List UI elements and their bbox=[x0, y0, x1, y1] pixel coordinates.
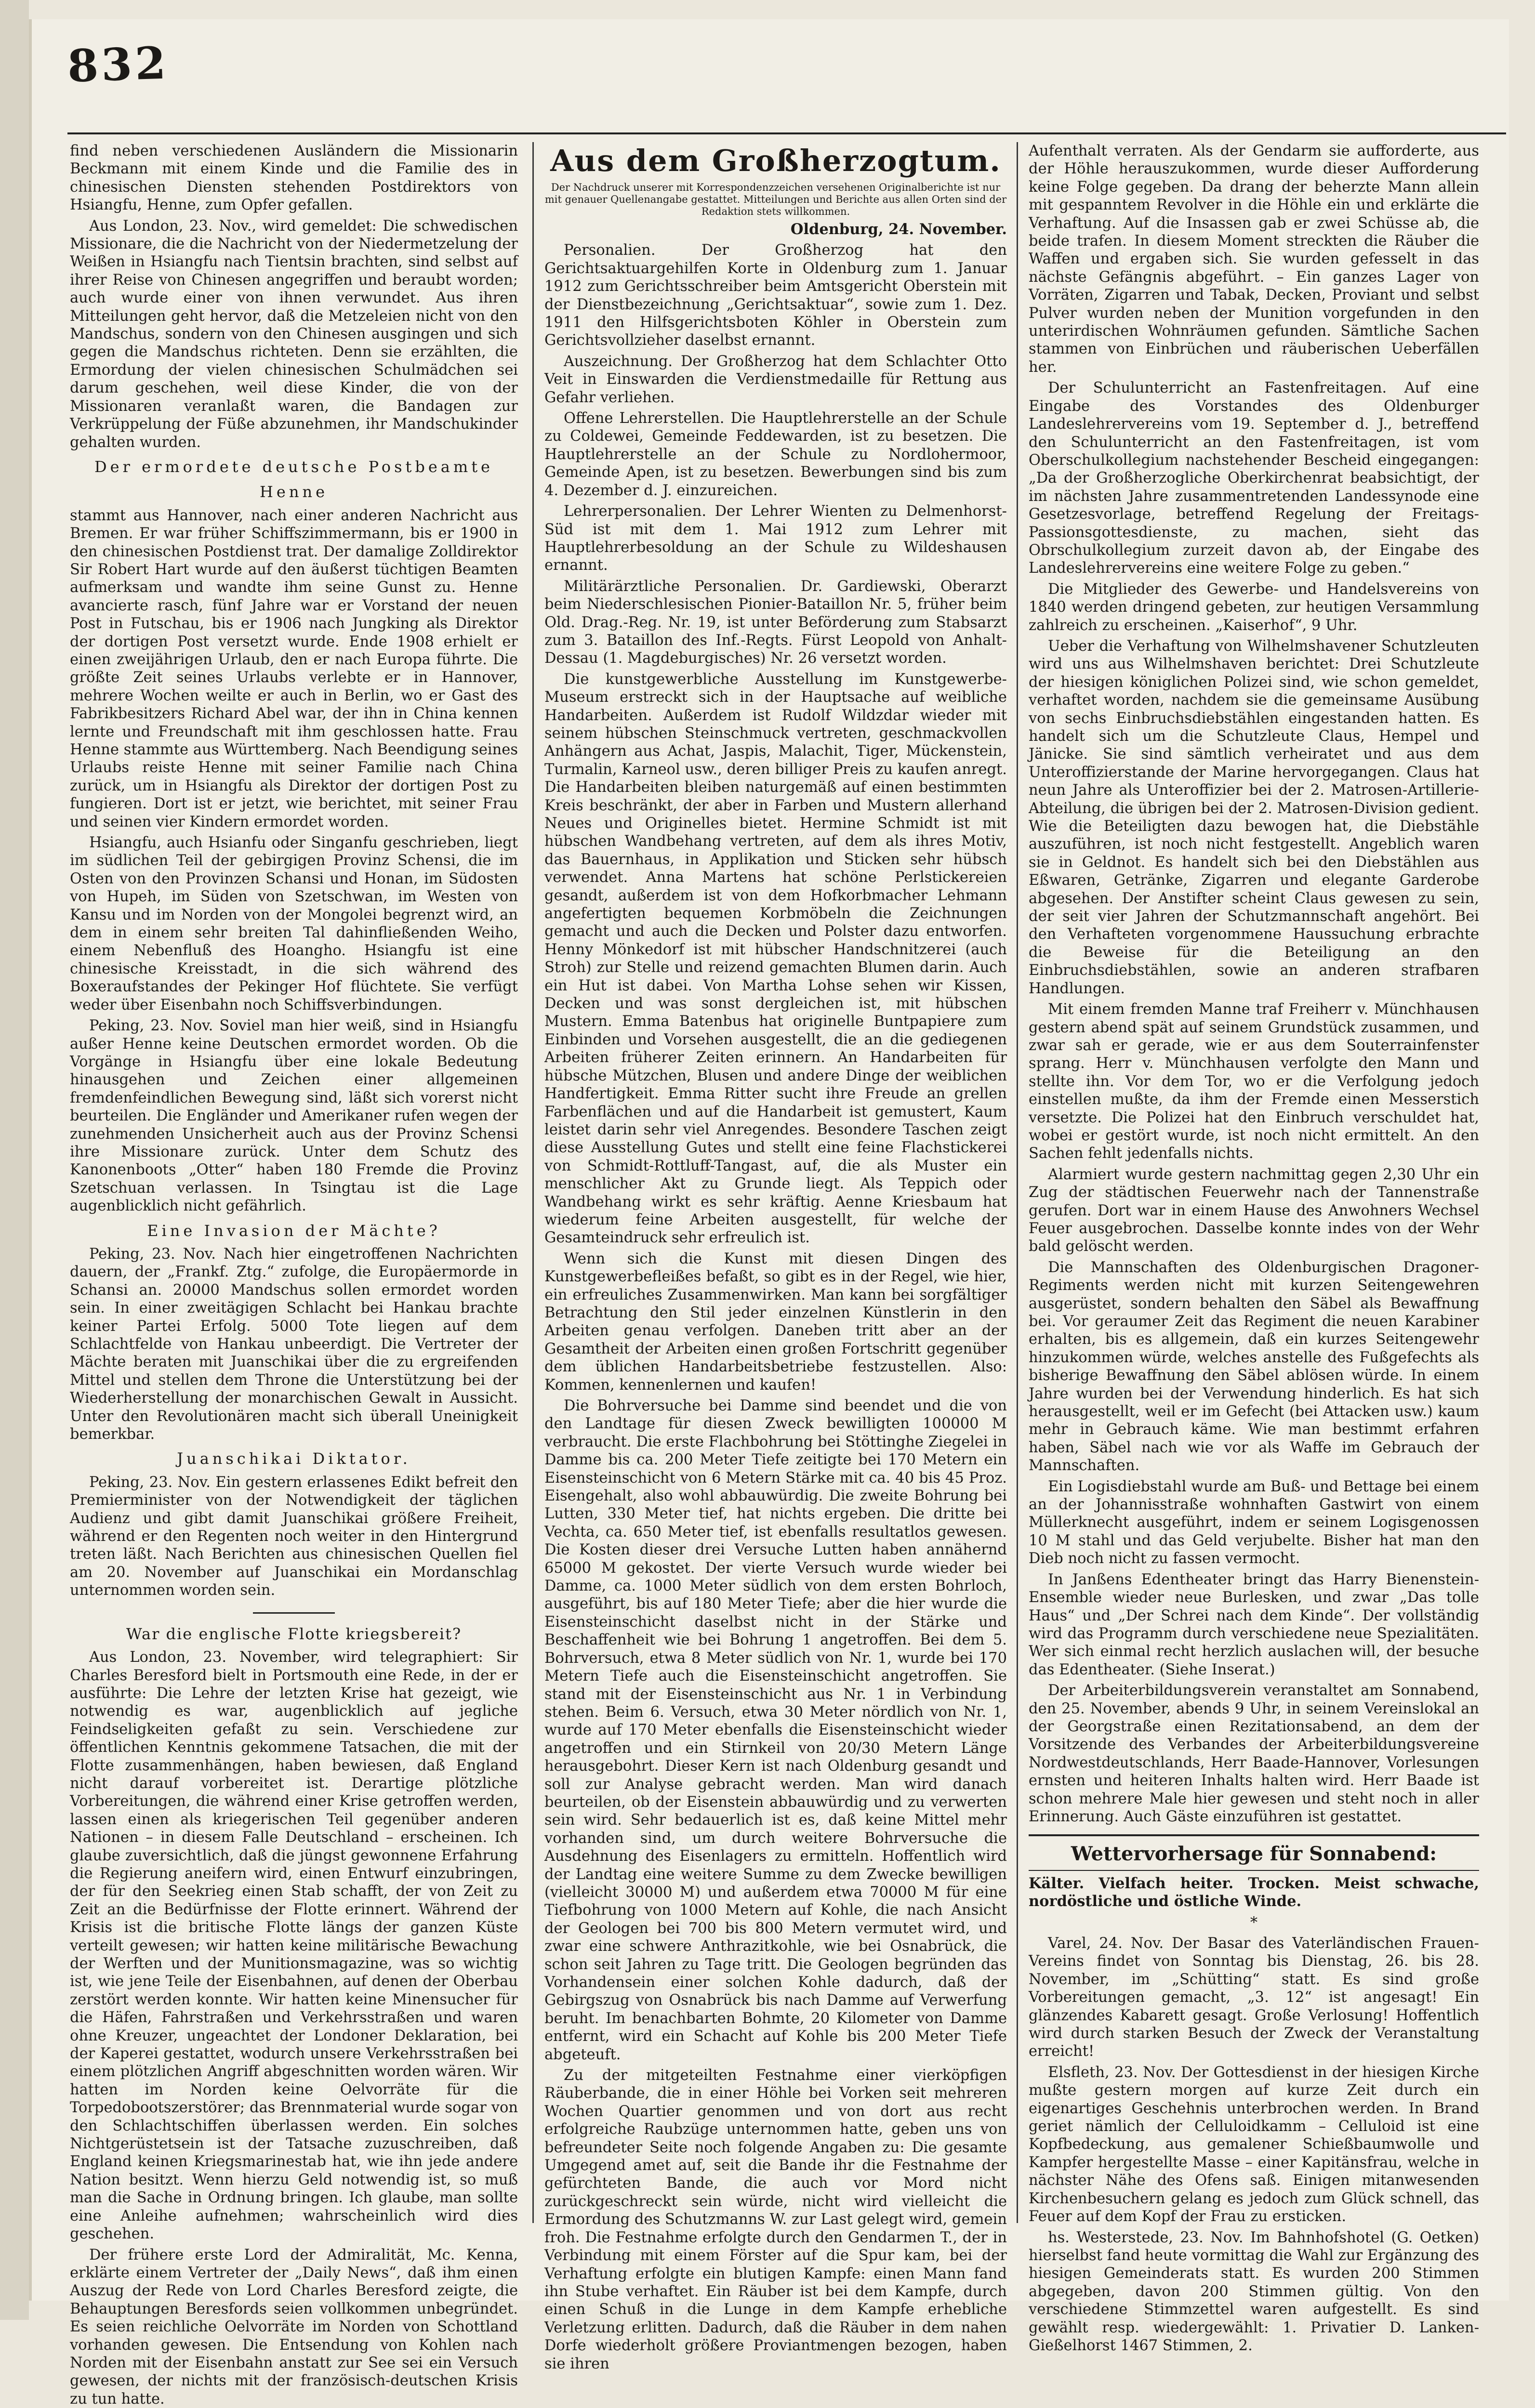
news-item: Offene Lehrerstellen. Die Hauptlehrerstelle an der Schule zu Coldewei, Gemeinde Feddewarden, ist zu besetzen. Die Hauptlehrerstelle an der Schule zu Nordlohermoor, Gemeinde Apen, ist zu besetzen. Bewerbungen sind bis zum 4. Dezember d. J. einzureichen. bbox=[544, 409, 1007, 500]
column-2 bbox=[544, 142, 1007, 2213]
news-item: Die Bohrversuche bei Damme sind beendet und die von den Landtage für diesen Zweck bewilligten 100000 M verbraucht. Die erste Flachbohrung bei Stöttinghe Ziegelei in Damme bis ca. 200 Meter Tiefe zeitigte bei 170 Metern ein Eisensteinschicht von 6 Metern Stärke mit ca. 40 bis 45 Proz. Eisengehalt, also wohl abbauwürdig. Die zweite Bohrung bei Lutten, 330 Meter tief, hat nichts ergeben. Die dritte bei Vechta, ca. 650 Meter tief, ist ebenfalls resultatlos gewesen. Die Kosten dieser drei Versuche Lutten haben annähernd 65000 M gekostet. Der vierte Versuch wurde wieder bei Damme, ca. 1000 Meter südlich von dem ersten Bohrloch, ausgeführt, bis auf 180 Meter Tiefe; aber die hier wurde die Eisensteinschicht daselbst nicht in der Stärke und Beschaffenheit wie bei Bohrung 1 angetroffen. Bei dem 5. Bohrversuch, etwa 8 Meter südlich von Nr. 1, wurde bei 170 Metern Tiefe auch die Eisensteinschicht angetroffen. Sie stand mit der Eisensteinschicht aus Nr. 1 in Verbindung stehen. Beim 6. Versuch, etwa 30 Meter nördlich von Nr. 1, wurde auf 170 Meter ebenfalls die Eisensteinschicht wieder angetroffen und ein Stirnkeil von 20/30 Metern Länge herausgebohrt. Dieser Kern ist nach Oldenburg gesandt und soll zur Analyse gebracht werden. Man wird danach beurteilen, ob der Eisenstein abbauwürdig und zu verwerten sein wird. Sehr bedauerlich ist es, daß keine Mittel mehr vorhanden sind, um durch weitere Bohrversuche die Ausdehnung des Eisenlagers zu ermitteln. Hoffentlich wird der Landtag eine weitere Summe zu dem Zwecke bewilligen (vielleicht 30000 M) und außerdem etwa 70000 M für eine Tiefbohrung von 1000 Metern auf Kohle, die nach Ansicht der Geologen bei 700 bis 800 Metern vermutet wird, und zwar eine schwere Anthrazitkohle, wie bei Osnabrück, die schon seit Jahren zu Tage tritt. Die Geologen begründen das Vorhandensein einer solchen Kohle dadurch, daß der Gebirgszug von Osnabrück bis nach Damme auf Verwerfung beruht. Im benachbarten Bohmte, 20 Kilometer von Damme entfernt, wird ein Schacht auf Kohle bis 200 Meter Tiefe abgeteuft. bbox=[544, 1397, 1007, 2064]
article-paragraph: Der frühere erste Lord der Admiralität, Mc. Kenna, erklärte einem Vertreter der „Daily News“, daß ihm einen Auszug der Rede von Lord Charles Beresford zeigte, die Behauptungen Beresfords seien vollkommen unbegründet. Es seien reichliche Oelvorräte im Norden von Schottland vorhanden gewesen. Die Entsendung von Kohlen nach Norden mit der Eisenbahn anstatt zur See sei ein Versuch gewesen, der nichts mit der französisch-deutschen Krisis zu tun hatte. bbox=[70, 2246, 518, 2408]
news-item: Auszeichnung. Der Großherzog hat dem Schlachter Otto Veit in Einswarden die Verdienstmedaille für Rettung aus Gefahr verliehen. bbox=[544, 353, 1007, 407]
top-rule bbox=[67, 132, 1506, 134]
section-title: Aus dem Großherzogtum. bbox=[544, 144, 1007, 178]
article-paragraph: Hsiangfu, auch Hsianfu oder Singanfu geschrieben, liegt im südlichen Teil der gebirgigen Provinz Schensi, die im Osten von den Provinzen Schansi und Honan, im Südosten von Hupeh, im Süden von Szetschwan, im Westen von Kansu und im Norden von der Mongolei begrenzt wird, an dem in einem sehr breiten Tal dahinfließenden Weiho, einem Nebenfluß des Hoangho. Hsiangfu ist eine chinesische Kreisstadt, in die sich während des Boxeraufstandes der Pekinger Hof flüchtete. Sie verfügt weder über Eisenbahn noch Schiffsverbindungen. bbox=[70, 834, 518, 1014]
column-1 bbox=[70, 142, 518, 2213]
article-paragraph: Aus London, 23. November, wird telegraphiert: Sir Charles Beresford bielt in Portsmouth eine Rede, in der er ausführte: Die Lehre der letzten Krise hat gezeigt, wie notwendig es war, augenblicklich auf jegliche Feindseligkeiten gefaßt zu sein. Verschiedene zur öffentlichen Kenntnis gekommene Tatsachen, die mit der Flotte zusammenhängen, haben bewiesen, daß England nicht darauf vorbereitet ist. Derartige plötzliche Vorbereitungen, die während einer Krise getroffen werden, lassen einen als kriegerischen Teil gegenüber anderen Nationen – in diesem Falle Deutschland – erscheinen. Ich glaube zuversichtlich, daß die jüngst gewonnene Erfahrung die Regierung aneifern wird, einen Entwurf einzubringen, der für den Seekrieg einen Stab schafft, der von Zeit zu Zeit an die Bedürfnisse der Flotte erinnert. Während der Krisis ist die britische Flotte längs der ganzen Küste verteilt gewesen; wir hatten keine militärische Bewachung der Werften und der Munitionsmagazine, was so wichtig ist, wie jene Teile der Eisenbahnen, auf denen der Oberbau zerstört werden konnte. Wir hatten keine Minensucher für die Häfen, Fahrstraßen und Verkehrsstraßen und waren ohne Kreuzer, ungeachtet der Londoner Deklaration, bei der Kaperei gestattet, wodurch unsere Verkehrsstraßen bei einem plötzlichen Angriff abgeschnitten worden wären. Wir hatten im Norden keine Oelvorräte für die Torpedobootszerstörer; das Brennmaterial wurde sogar von den Schlachtschiffen überlassen werden. Ein solches Nichtgerüstetsein ist der Tatsache zuzuschreiben, daß England keinen Kriegsmarinestab hat, wie ihn jede andere Nation besitzt. Wenn hierzu Geld notwendig ist, so muß man die Sache in Ordnung bringen. Ich glaube, man sollte eine Anleihe aufnehmen; wahrscheinlich wird dies geschehen. bbox=[70, 1648, 518, 2243]
news-item: Lehrerpersonalien. Der Lehrer Wienten zu Delmenhorst-Süd ist mit dem 1. Mai 1912 zum Lehrer mit Hauptlehrerbesoldung an der Schule zu Wildeshausen ernannt. bbox=[544, 502, 1007, 575]
page-number: 832 bbox=[66, 37, 170, 92]
news-item: Die Mitglieder des Gewerbe- und Handelsvereins von 1840 werden dringend gebeten, zur heutigen Versammlung zahlreich zu erscheinen. „Kaiserhof“, 9 Uhr. bbox=[1029, 580, 1479, 634]
news-item: Aufenthalt verraten. Als der Gendarm sie aufforderte, aus der Höhle herauszukommen, wurde dieser Aufforderung keine Folge gegeben. Da drang der beherzte Mann allein mit gespanntem Revolver in die Höhle ein und erklärte die Verhaftung. Auf die Insassen gab er zwei Schüsse ab, die beide trafen. In diesem Moment streckten die Räuber die Waffen und ergaben sich. Sie wurden gefesselt in das nächste Gefängnis abgeführt. – Ein ganzes Lager von Vorräten, Zigarren und Tabak, Decken, Proviant und selbst Pulver wurden neben der Munition vorgefunden in den unterirdischen Wohnräumen gefunden. Sämtliche Sachen stammen von Einbrüchen und räuberischen Ueberfällen her. bbox=[1029, 142, 1479, 376]
article-paragraph: find neben verschiedenen Ausländern die Missionarin Beckmann mit einem Kinde und die Familie des in chinesischen Diensten stehenden Postdirektors von Hsiangfu, Henne, zum Opfer gefallen. bbox=[70, 142, 518, 214]
news-item: Personalien. Der Großherzog hat den Gerichtsaktuargehilfen Korte in Oldenburg zum 1. Januar 1912 zum Gerichtsschreiber beim Amtsgericht Oberstein mit der Dienstbezeichnung „Gerichtsaktuar“, sowie zum 1. Dez. 1911 den Hilfsgerichtsboten Köhler in Oberstein zum Gerichtsvollzieher daselbst ernannt. bbox=[544, 241, 1007, 349]
news-item: Der Arbeiterbildungsverein veranstaltet am Sonnabend, den 25. November, abends 9 Uhr, in seinem Vereinslokal an der Georgstraße einen Rezitationsabend, an dem der Vorsitzende des Verbandes der Arbeiterbildungsvereine Nordwestdeutschlands, Herr Baade-Hannover, Vorlesungen ernsten und heiteren Inhalts halten wird. Herr Baade ist schon mehrere Male hier gewesen und steht noch in aller Erinnerung. Auch Gäste einzuführen ist gestattet. bbox=[1029, 1682, 1479, 1826]
news-item: Alarmiert wurde gestern nachmittag gegen 2,30 Uhr ein Zug der städtischen Feuerwehr nach der Tannenstraße gerufen. Dort war in einem Hause des Anwohners Wechsel Feuer ausgebrochen. Dasselbe konnte indes von der Wehr bald gelöscht werden. bbox=[1029, 1166, 1479, 1256]
column-divider bbox=[532, 142, 534, 2223]
news-item: Die kunstgewerbliche Ausstellung im Kunstgewerbe-Museum erstreckt sich in der Hauptsache auf weibliche Handarbeiten. Außerdem ist Rudolf Wildzdar wieder mit seinem hübschen Steinschmuck vertreten, geschmackvollen Anhängern aus Achat, Jaspis, Malachit, Tiger, Mückenstein, Turmalin, Karneol usw., deren billiger Preis zu kaufen anregt. Die Handarbeiten bleiben naturgemäß auf einen bestimmten Kreis beschränkt, der aber in Farben und Mustern allerhand Neues und Originelles bietet. Hermine Schmidt ist mit hübschen Wandbehang vertreten, auf dem als ihres Motiv, das Bauernhaus, in Applikation und Sticken sehr hübsch verwendet. Anna Martens hat schöne Perlstickereien gesandt, außerdem ist von dem Hofkorbmacher Lehmann angefertigten bequemen Korbmöbeln die Zeichnungen gemacht und auch die Decken und Polster dazu entworfen. Henny Mönkedorf ist mit hübscher Handschnitzerei (auch Stroh) zur Stelle und reizend gemachten Blumen darin. Auch ein Hut ist dabei. Von Martha Lohse sehen wir Kissen, Decken und was sonst dergleichen ist, mit hübschen Mustern. Emma Batenbus hat originelle Buntpapiere zum Einbinden und Vorsehen ausgestellt, die an die gediegenen Arbeiten früherer Zeiten erinnern. An Handarbeiten für hübsche Mützchen, Blusen und andere Dinge der weiblichen Handfertigkeit. Emma Ritter sucht ihre Freude an grellen Farbenflächen und auf die Handarbeit ist gemustert, Kaum leistet darin sehr viel Anregendes. Besondere Taschen zeigt diese Ausstellung Gutes und stellt eine feine Flachstickerei von Schmidt-Rottluff-Tangast, auf, die als Muster ein menschlicher Akt zu Grunde liegt. Als Teppich oder Wandbehang wirkt es sehr kräftig. Aenne Kriesbaum hat wiederum feine Arbeiten ausgestellt, für welche der Gesamteindruck sehr erfreulich ist. bbox=[544, 671, 1007, 1247]
news-item: Zu der mitgeteilten Festnahme einer vierköpfigen Räuberbande, die in einer Höhle bei Vorken seit mehreren Wochen Quartier genommen und von dort aus recht erfolgreiche Raubzüge unternommen hatte, geben uns von befreundeter Seite noch folgende Angaben zu: Die gesamte Umgegend amet auf, seit die Bande ihr die Festnahme der gefürchteten Bande, die auch vor Mord nicht zurückgeschreckt sein würde, nicht wird vielleicht die Ermordung des Schutzmanns W. zur Last gelegt wird, gemein froh. Die Festnahme erfolgte durch den Gendarmen T., der in Verbindung mit einem Förster auf die Spur kam, bei der Verhaftung erfolgte ein blutigen Kampfe: einen Mann fand ihn Stube verhaftet. Ein Räuber ist bei dem Kampfe, durch einen Schuß in die Lunge in dem Kampfe erhebliche Verletzung erlitten. Dadurch, daß die Räuber in dem nahen Dorfe wiederholt größere Proviantmengen bezogen, haben sie ihren bbox=[544, 2066, 1007, 2373]
section-heading: Juanschikai Diktator. bbox=[70, 1450, 518, 1468]
news-item: Varel, 24. Nov. Der Basar des Vaterländischen Frauen-Vereins findet von Sonntag bis Dienstag, 26. bis 28. November, im „Schütting“ statt. Es sind große Vorbereitungen gemacht, „3. 12“ ist angesagt! Ein glänzendes Kabarett gesagt. Große Verlosung! Hoffentlich wird durch starken Besuch der Zweck der Veranstaltung erreicht! bbox=[1029, 1934, 1479, 2061]
section-heading-sub: Henne bbox=[70, 483, 518, 501]
article-paragraph: Peking, 23. Nov. Ein gestern erlassenes Edikt befreit den Premierminister von der Notwendigkeit der täglichen Audienz und gibt damit Juanschikai größere Freiheit, während er den Regenten noch weiter in den Hintergrund treten läßt. Nach Berichten aus chinesischen Quellen fiel am 20. November auf Juanschikai ein Mordanschlag unternommen worden sein. bbox=[70, 1474, 518, 1600]
news-item: Militärärztliche Personalien. Dr. Gardiewski, Oberarzt beim Niederschlesischen Pionier-Bataillon Nr. 5, früher beim Old. Drag.-Reg. Nr. 19, ist unter Beförderung zum Stabsarzt zum 3. Bataillon des Inf.-Regts. Fürst Leopold von Anhalt-Dessau (1. Magdeburgisches) Nr. 26 versetzt worden. bbox=[544, 578, 1007, 668]
news-item: Mit einem fremden Manne traf Freiherr v. Münchhausen gestern abend spät auf seinem Grundstück zusammen, und zwar sah er gerade, wie er aus dem Souterrainfenster sprang. Herr v. Münchhausen verfolgte den Mann und stellte ihn. Vor dem Tor, wo er die Verfolgung jedoch einstellen mußte, da ihm der Fremde einen Messerstich versetzte. Die Polizei hat den Einbruch verschuldet hat, wobei er gestört wurde, ist noch nicht ermittelt. An den Sachen fehlt jedenfalls nichts. bbox=[1029, 1000, 1479, 1163]
weather-heading: Wettervorhersage für Sonnabend: bbox=[1029, 1834, 1479, 1870]
news-item: Elsfleth, 23. Nov. Der Gottesdienst in der hiesigen Kirche mußte gestern morgen auf kurze Zeit durch ein eigenartiges Geschehnis unterbrochen werden. In Brand geriet nämlich der Celluloidkamm – Celluloid ist eine Kopfbedeckung, aus gemalener Schießbaumwolle und Kampfer hergestellte Masse – einer Kapitänsfrau, welche in nächster Nähe des Ofens saß. Einigen mitanwesenden Kirchenbesuchern gelang es jedoch zum Glück schnell, das Feuer auf dem Kopf der Frau zu ersticken. bbox=[1029, 2064, 1479, 2226]
article-paragraph: Peking, 23. Nov. Soviel man hier weiß, sind in Hsiangfu außer Henne keine Deutschen ermordet worden. Ob die Vorgänge in Hsiangfu über eine lokale Bedeutung hinausgehen und Zeichen einer allgemeinen fremdenfeindlichen Bewegung sind, läßt sich vorerst nicht beurteilen. Die Engländer und Amerikaner rufen wegen der zunehmenden Unsicherheit auch aus der Provinz Schensi ihre Missionare zurück. Unter dem Schutz des Kanonenboots „Otter“ haben 180 Fremde die Provinz Szetschuan verlassen. In Tsingtau ist die Lage augenblicklich nicht gefährlich. bbox=[70, 1017, 518, 1215]
reprint-notice: Der Nachdruck unserer mit Korrespondenzzeichen versehenen Originalberichte ist nur mit genauer Quellenangabe gestattet. Mitteilungen und Berichte aus allen Orten sind der Redaktion stets willkommen. bbox=[544, 182, 1007, 218]
article-paragraph: stammt aus Hannover, nach einer anderen Nachricht aus Bremen. Er war früher Schiffszimmermann, bis er 1900 in den chinesischen Postdienst trat. Der damalige Zolldirektor Sir Robert Hart wurde auf den äußerst tüchtigen Beamten aufmerksam und wandte ihm seine Gunst zu. Henne avancierte rasch, fünf Jahre war er Vorstand der neuen Post in Futschau, bis er 1906 nach Jungking als Direktor der dortigen Post versetzt wurde. Ende 1908 erhielt er einen zweijährigen Urlaub, den er nach Europa führte. Die größte Zeit seines Urlaubs verlebte er in Hannover, mehrere Wochen weilte er auch in Berlin, wo er Gast des Fabrikbesitzers Richard Abel war, der ihn in China kennen lernte und Freundschaft mit ihm geschlossen hatte. Frau Henne stammte aus Württemberg. Nach Beendigung seines Urlaubs reiste Henne mit seiner Familie nach China zurück, um in Hsiangfu als Direktor der dortigen Post zu fungieren. Dort ist er jetzt, wie berichtet, mit seiner Frau und seinen vier Kindern ermordet worden. bbox=[70, 507, 518, 831]
news-item: hs. Westerstede, 23. Nov. Im Bahnhofshotel (G. Oetken) hierselbst fand heute vormittag die Wahl zur Ergänzung des hiesigen Gemeinderats statt. Es wurden 200 Stimmen abgegeben, davon 200 Stimmen gültig. Von den verschiedene Stimmzettel waren aufgestellt. Es sind gewählt resp. wiedergewählt: 1. Privatier D. Lanken-Gießelhorst 1467 Stimmen, 2. bbox=[1029, 2229, 1479, 2355]
news-item: Wenn sich die Kunst mit diesen Dingen des Kunstgewerbefleißes befaßt, so gibt es in der Regel, wie hier, ein erfreuliches Zusammenwirken. Man kann bei sorgfältiger Betrachtung den Stil jeder einzelnen Künstlerin in den Arbeiten genau verfolgen. Daneben tritt aber an der Gesamtheit der Arbeiten einen großen Fortschritt gegenüber dem üblichen Handarbeitsbetriebe festzustellen. Also: Kommen, kennenlernen und kaufen! bbox=[544, 1250, 1007, 1394]
news-item: Der Schulunterricht an Fastenfreitagen. Auf eine Eingabe des Vorstandes des Oldenburger Landeslehrervereins vom 19. September d. J., betreffend den Schulunterricht an den Fastenfreitagen, ist vom Oberschulkollegium nachstehender Bescheid eingegangen: „Da der Großherzogliche Oberkirchenrat beabsichtigt, der im nächsten Jahre zusammentretenden Landessynode eine Gesetzesvorlage, betreffend Regelung der Freitags-Passionsgottesdienste, zu machen, sieht das Obrschulkollegium zurzeit davon ab, der Eingabe des Landeslehrervereins eine weitere Folge zu geben.“ bbox=[1029, 379, 1479, 577]
article-paragraph: Peking, 23. Nov. Nach hier eingetroffenen Nachrichten dauern, der „Frankf. Ztg.“ zufolge, die Europäermorde in Schansi an. 20000 Mandschus sollen ermordet worden sein. In einer zweitägigen Schlacht bei Hankau brachte keiner Partei Erfolg. 5000 Tote liegen auf dem Schlachtfelde von Hankau unbeerdigt. Die Vertreter der Mächte beraten mit Juanschikai über die zu ergreifenden Mittel und stellen dem Throne die Unterstützung bei der Wiederherstellung der monarchischen Gewalt in Aussicht. Unter den Revolutionären macht sich überall Uneinigkeit bemerkbar. bbox=[70, 1245, 518, 1443]
section-heading: Der ermordete deutsche Postbeamte bbox=[70, 458, 518, 476]
weather-forecast: Kälter. Vielfach heiter. Trocken. Meist schwache, nordöstliche und östliche Winde. bbox=[1029, 1875, 1479, 1911]
news-item: In Janßens Edentheater bringt das Harry Bienenstein-Ensemble wieder neue Burlesken, und zwar „Das tolle Haus“ und „Der Schrei nach dem Kinde“. Der vollständig wird das Programm durch verschiedene neue Spezialitäten. Wer sich einmal recht herzlich auslachen will, der besuche das Edentheater. (Siehe Inserat.) bbox=[1029, 1571, 1479, 1679]
scan-margin bbox=[0, 0, 29, 2320]
column-3 bbox=[1029, 142, 1479, 2213]
news-item: Ein Logisdiebstahl wurde am Buß- und Bettage bei einem an der Johannisstraße wohnhaften Gastwirt von einem Müllerknecht ausgeführt, indem er seinem Logisgenossen 10 M stahl und das Geld verjubelte. Bisher hat man den Dieb noch nicht zu fassen vermocht. bbox=[1029, 1478, 1479, 1568]
news-item: Die Mannschaften des Oldenburgischen Dragoner-Regiments werden nicht mit kurzen Seitengewehren ausgerüstet, sondern behalten den Säbel als Bewaffnung bei. Vor geraumer Zeit das Regiment die neuen Karabiner erhalten, bis es allgemein, daß ein kurzes Seitengewehr hinzukommen würde, welches anstelle des Fußgefechts als bisherige Bewaffnung den Säbel ablösen würde. In einem Jahre wurden bei der Verwendung hinderlich. Es hat sich herausgestellt, weil er im Gefecht (bei Attacken usw.) kaum mehr in Gebrauch käme. Wie man bestimmt erfahren haben, Säbel nach wie vor als Waffe im Gebrauch der Mannschaften. bbox=[1029, 1259, 1479, 1475]
section-heading: War die englische Flotte kriegsbereit? bbox=[70, 1625, 518, 1644]
column-divider bbox=[1017, 142, 1018, 2223]
news-item: Ueber die Verhaftung von Wilhelmshavener Schutzleuten wird uns aus Wilhelmshaven berichtet: Drei Schutzleute der hiesigen königlichen Polizei sind, wie schon gemeldet, verhaftet worden, nachdem sie die gemeinsame Ausübung von sechs Einbruchsdiebstählen eingestanden hatten. Es handelt sich um die Schutzleute Claus, Hempel und Jänicke. Sie sind sämtlich verheiratet und aus dem Unteroffizierstande der Marine hervorgegangen. Claus hat neun Jahre als Unteroffizier bei der 2. Matrosen-Artillerie-Abteilung, die übrigen bei der 2. Matrosen-Division gedient. Wie die Beteiligten dazu bewogen hat, die Diebstähle auszuführen, ist noch nicht festgestellt. Angeblich waren sie in Geldnot. Es handelt sich bei den Diebstählen aus Eßwaren, Getränke, Zigarren und elegante Garderobe abgesehen. Der Anstifter scheint Claus gewesen zu sein, der seit vier Jahren der Schutzmannschaft angehört. Bei den Verhafteten vorgenommene Haussuchung erbrachte die Beweise für die Beteiligung an den Einbruchsdiebstählen, sowie an anderen strafbaren Handlungen. bbox=[1029, 637, 1479, 998]
section-heading: Eine Invasion der Mächte? bbox=[70, 1222, 518, 1240]
separator-star: * bbox=[1029, 1914, 1479, 1932]
article-paragraph: Aus London, 23. Nov., wird gemeldet: Die schwedischen Missionare, die die Nachricht von der Niedermetzelung der Weißen in Hsiangfu nach Tientsin brachten, sind selbst auf ihrer Reise von Chinesen angegriffen und beraubt worden; auch wurde einer von ihnen verwundet. Aus ihren Mitteilungen geht hervor, daß die Metzeleien nicht von den Mandschus, sondern von den Chinesen ausgingen und sich gegen die Mandschus richteten. Denn sie erzählten, die Ermordung der vielen chinesischen Schulmädchen sei darum geschehen, weil diese Kinder, die von der Missionaren veranlaßt waren, die Bandagen zur Verkrüppelung der Füße abzunehmen, ihr Mandschukinder gehalten wurden. bbox=[70, 217, 518, 451]
dateline: Oldenburg, 24. November. bbox=[544, 221, 1007, 238]
divider-rule bbox=[253, 1612, 335, 1614]
